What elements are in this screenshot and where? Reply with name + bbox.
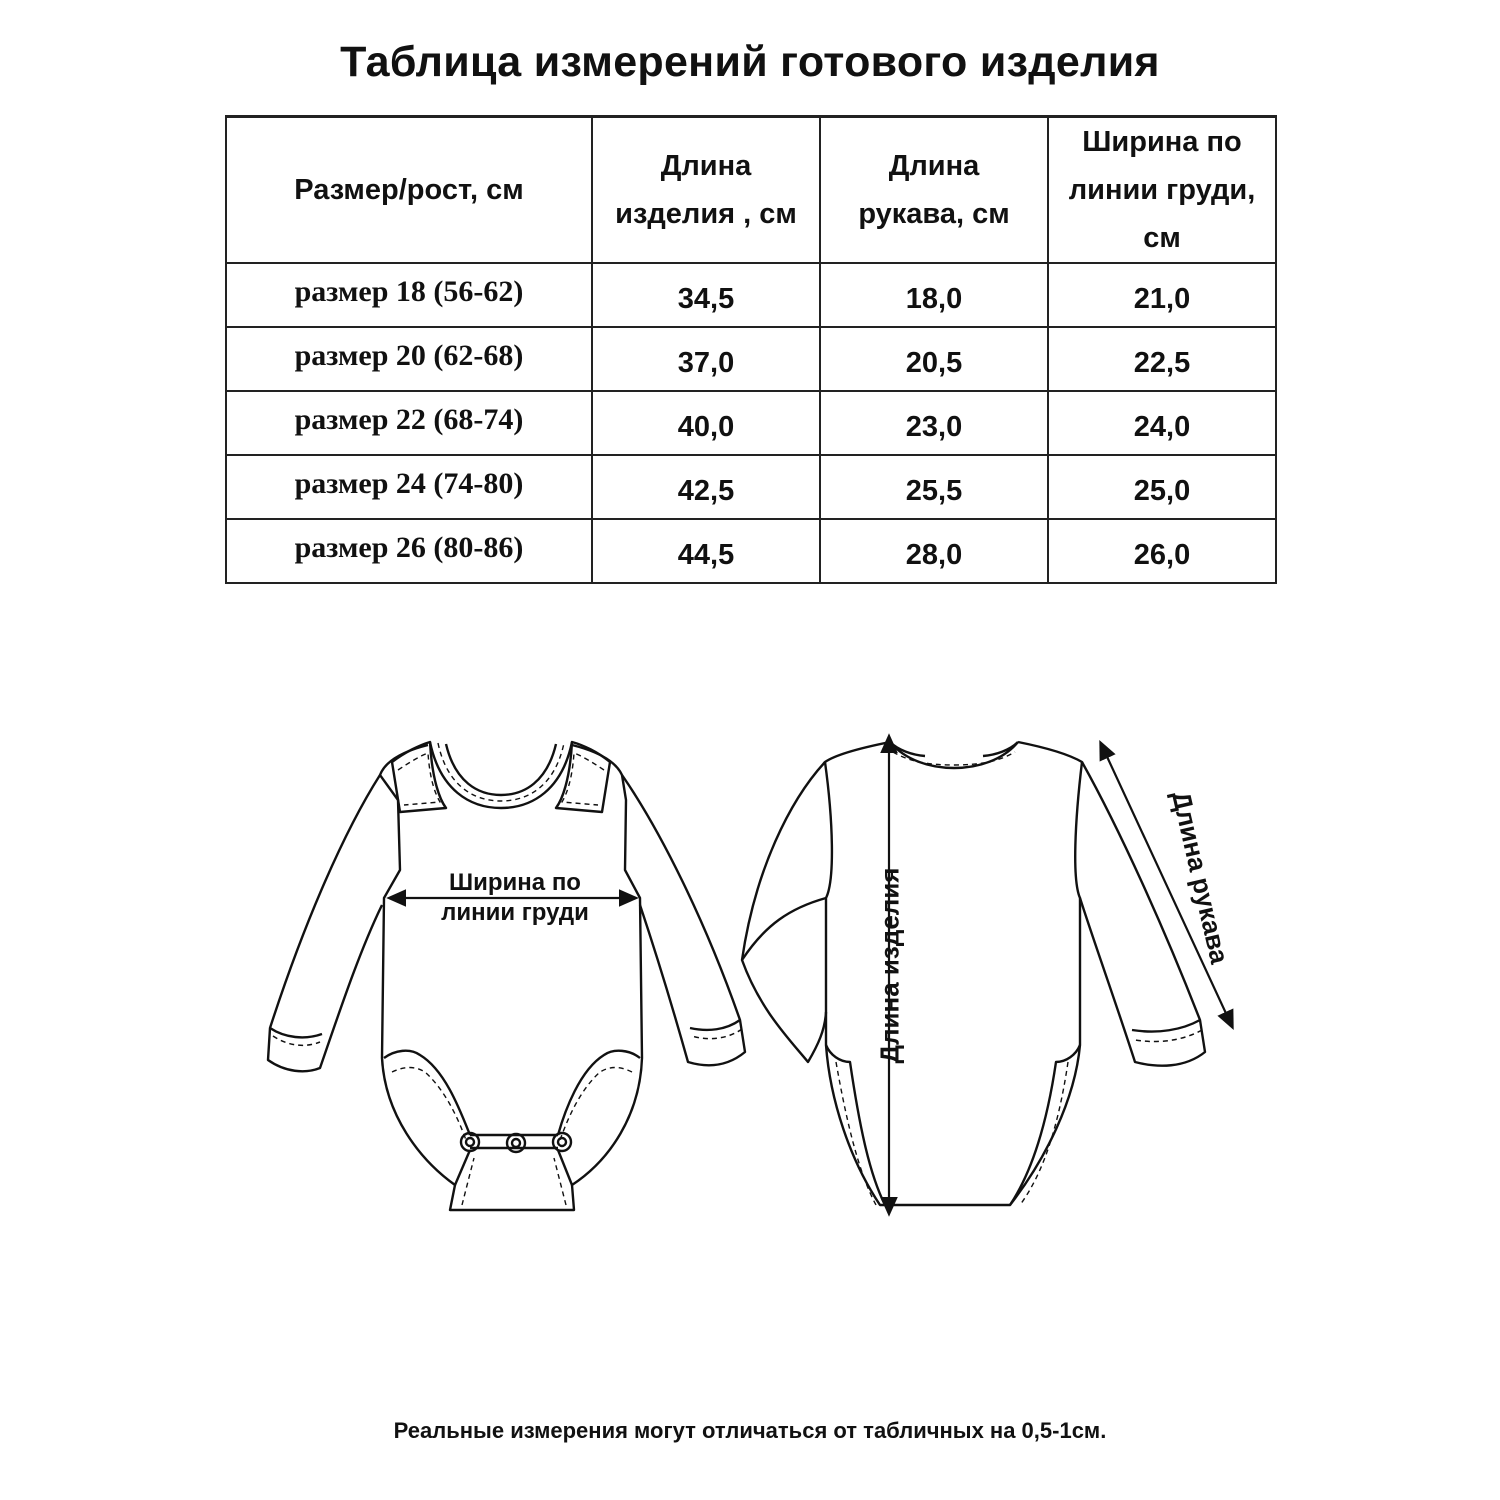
table-row	[226, 455, 1276, 519]
bodysuit-illustration	[0, 700, 1500, 1260]
table-header-row	[226, 117, 1276, 264]
sleeve-cell: 18,0	[820, 263, 1048, 327]
front-bodysuit-drawing	[268, 742, 745, 1210]
length-cell: 42,5	[592, 455, 820, 519]
header-size: Размер/рост, см	[226, 117, 592, 264]
sleeve-cell: 20,5	[820, 327, 1048, 391]
footnote: Реальные измерения могут отличаться от табличных на 0,5-1см.	[393, 1418, 1107, 1443]
table-row	[226, 519, 1276, 583]
sleeve-cell: 25,5	[820, 455, 1048, 519]
size-cell: размер 18 (56-62)	[226, 263, 592, 327]
table-row	[226, 391, 1276, 455]
table-row	[226, 327, 1276, 391]
size-cell: размер 22 (68-74)	[226, 391, 592, 455]
length-cell: 40,0	[592, 391, 820, 455]
sleeve-cell: 23,0	[820, 391, 1048, 455]
length-cell: 34,5	[592, 263, 820, 327]
length-label: Длина изделия	[874, 867, 905, 1064]
back-bodysuit-drawing	[742, 742, 1205, 1205]
page-title: Таблица измерений готового изделия	[340, 38, 1160, 86]
header-length: Длина изделия , см	[592, 117, 820, 264]
table-row	[226, 263, 1276, 327]
size-table	[225, 115, 1277, 584]
size-cell: размер 24 (74-80)	[226, 455, 592, 519]
header-sleeve: Длина рукава, см	[820, 117, 1048, 264]
sleeve-length-label: Длина рукава	[1166, 788, 1235, 967]
size-cell: размер 20 (62-68)	[226, 327, 592, 391]
header-chest-width: Ширина по линии груди, см	[1048, 117, 1276, 264]
length-cell: 37,0	[592, 327, 820, 391]
chest-cell: 25,0	[1048, 455, 1276, 519]
chest-cell: 24,0	[1048, 391, 1276, 455]
chest-width-label: Ширина по линии груди	[441, 869, 589, 926]
chest-cell: 26,0	[1048, 519, 1276, 583]
chest-cell: 21,0	[1048, 263, 1276, 327]
chest-cell: 22,5	[1048, 327, 1276, 391]
length-cell: 44,5	[592, 519, 820, 583]
size-cell: размер 26 (80-86)	[226, 519, 592, 583]
sleeve-cell: 28,0	[820, 519, 1048, 583]
